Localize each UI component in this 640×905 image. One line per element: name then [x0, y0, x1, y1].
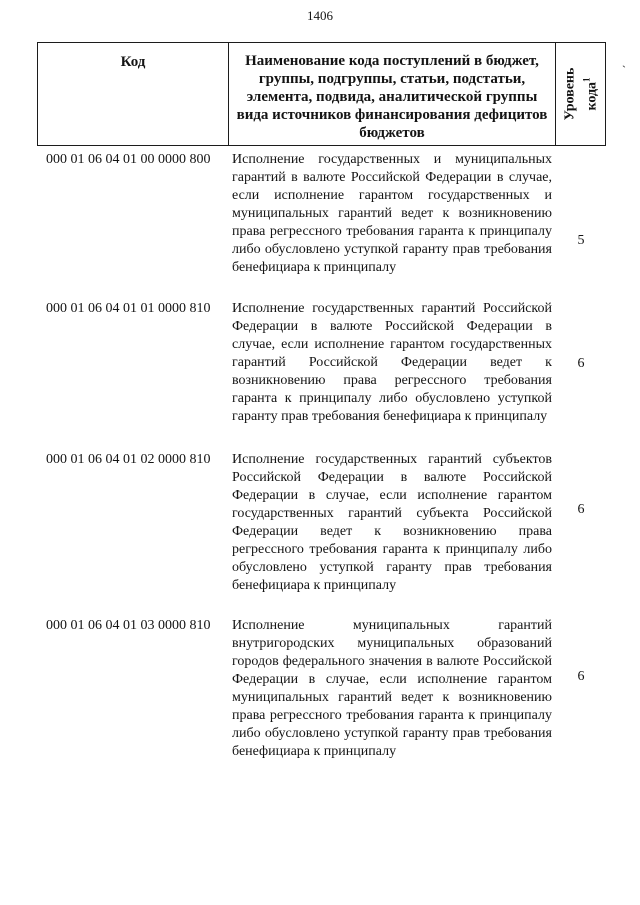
margin-mark: ` — [622, 63, 626, 77]
header-name: Наименование кода поступлений в бюджет, группы, подгруппы, статьи, подстатьи, элемента, подвида, аналитической группы вида источников финансирования дефицитов бюджетов — [229, 43, 556, 145]
row-code: 000 01 06 04 01 00 0000 800 — [46, 152, 211, 167]
header-level-footnote: 1 — [581, 77, 591, 82]
header-code: Код — [38, 43, 229, 145]
table-header — [37, 42, 606, 146]
row-level: 5 — [577, 233, 585, 248]
row-level: 6 — [577, 502, 585, 517]
row-code: 000 01 06 04 01 03 0000 810 — [46, 618, 211, 633]
row-text: Исполнение государственных гарантий Российской Федерации в валюте Российской Федерации в случае, если исполнение гарантом государственных гарантий Российской Федерации ведет к возникновению права регрессного требования гаранта к принципалу либо обусловлено уступкой гаранту прав требования бенефициара к принципалу — [232, 301, 552, 424]
header-level-label — [561, 68, 600, 121]
page-number: 1406 — [307, 8, 333, 23]
header-level-line1: Уровень — [562, 67, 577, 121]
row-text: Исполнение государственных и муниципальных гарантий в валюте Российской Федерации в случае, если исполнение гарантом государственных и муниципальных гарантий ведет к возникновению права регрессного требования гаранта к принципалу либо обусловлено уступкой гаранту прав требования бенефициара к принципалу — [232, 152, 552, 275]
row-level: 6 — [577, 669, 585, 684]
header-level-line2: кода — [584, 81, 599, 111]
row-code: 000 01 06 04 01 01 0000 810 — [46, 301, 211, 316]
row-text: Исполнение муниципальных гарантий внутригородских муниципальных образований городов федерального значения в валюте Российской Федерации в случае, если исполнение гарантом муниципальных гарантий ведет к возникновению права регрессного требования гаранта к принципалу либо обусловлено уступкой гаранту прав требования бенефициара к принципалу — [232, 618, 552, 759]
row-code: 000 01 06 04 01 02 0000 810 — [46, 452, 211, 467]
row-level: 6 — [577, 356, 585, 371]
header-level — [556, 43, 605, 145]
row-text: Исполнение государственных гарантий субъектов Российской Федерации в валюте Российской Федерации в случае, если исполнение гарантом государственных гарантий субъекта Российской Федерации ведет к возникновению права регрессного требования гаранта к принципалу либо обусловлено уступкой гаранту прав требования бенефициара к принципалу — [232, 452, 552, 593]
